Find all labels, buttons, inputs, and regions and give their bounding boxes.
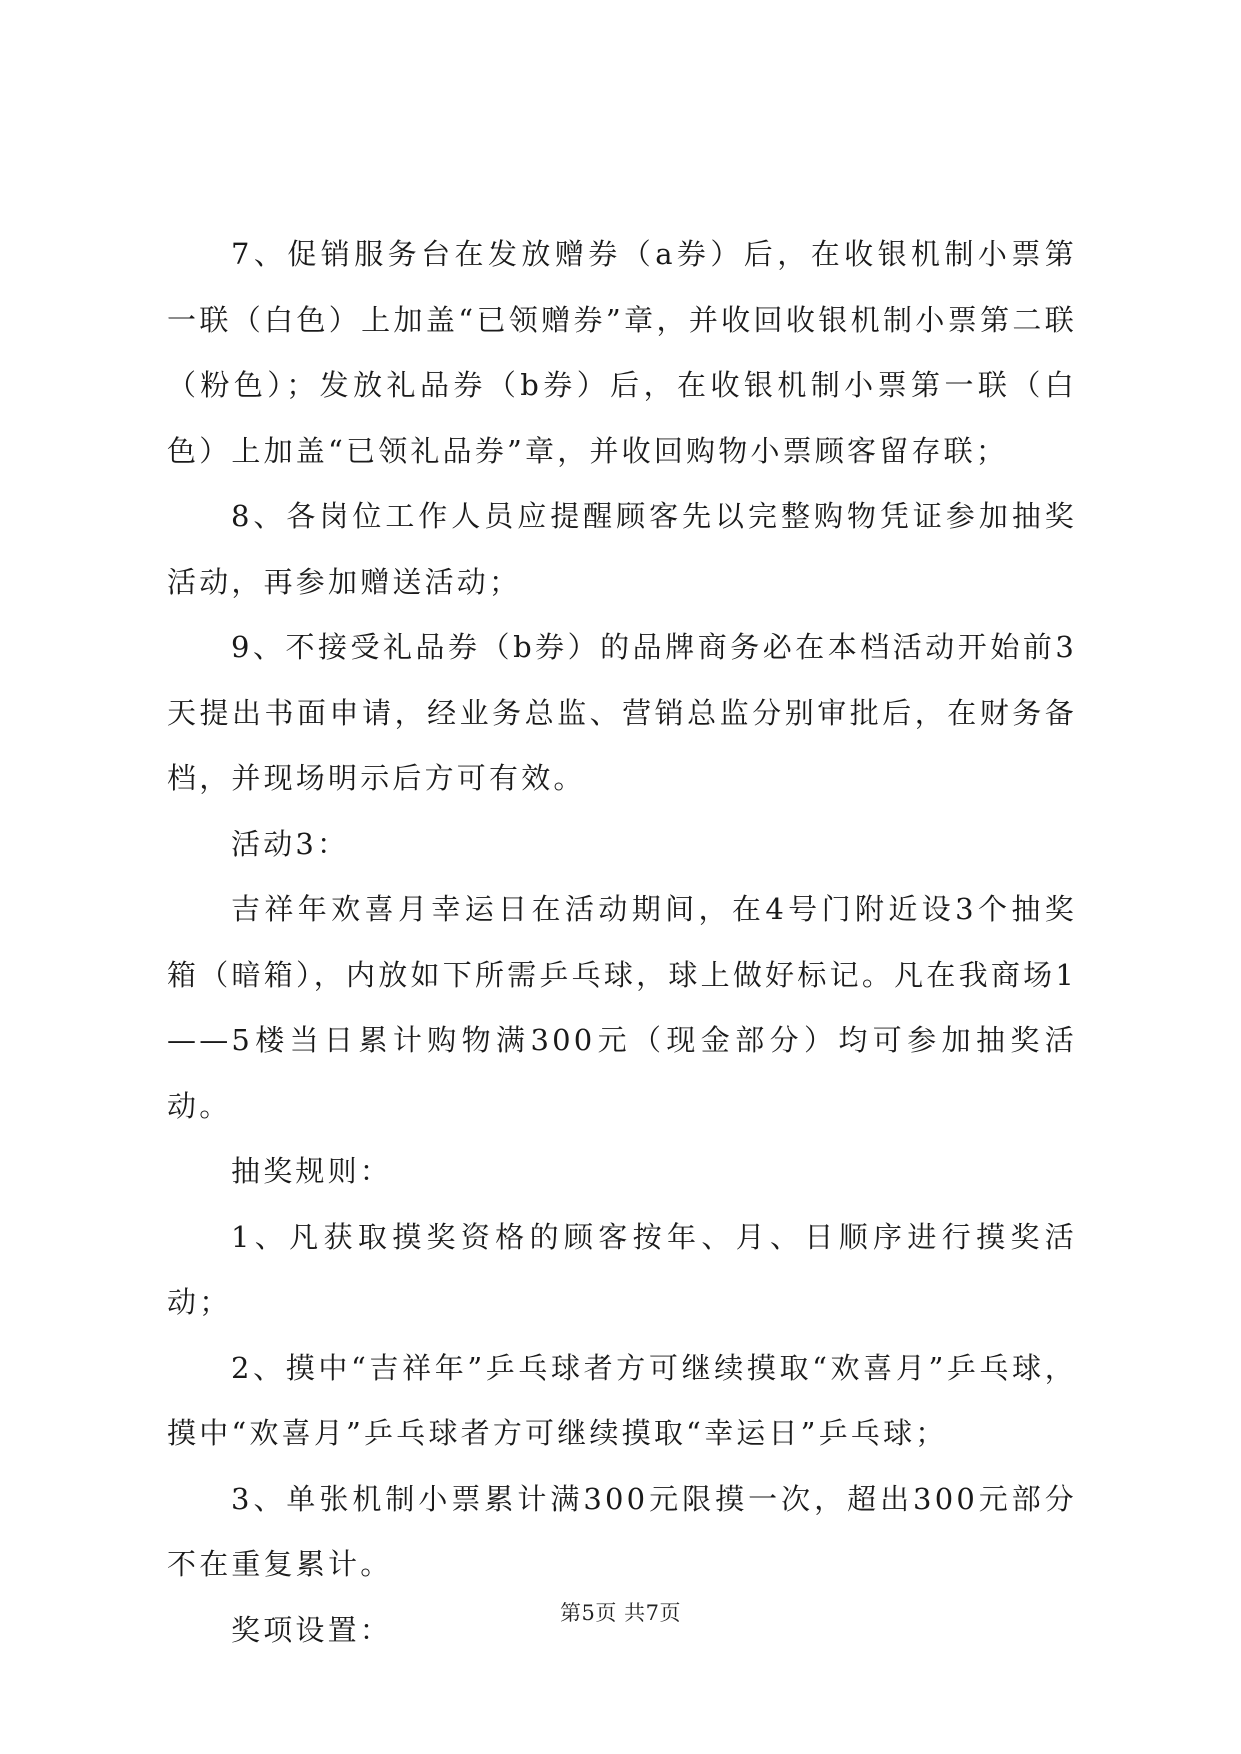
rule-item-3: 3、单张机制小票累计满300元限摸一次，超出300元部分不在重复累计。 (167, 1481, 1077, 1581)
rule-item-1: 1、凡获取摸奖资格的顾客按年、月、日顺序进行摸奖活动； (167, 1219, 1077, 1319)
document-body (167, 222, 1077, 1663)
section-heading-draw-rules: 抽奖规则： (231, 1154, 393, 1188)
paragraph-item-8: 8、各岗位工作人员应提醒顾客先以完整购物凭证参加抽奖活动，再参加赠送活动； (167, 499, 1077, 599)
rule-item-2: 2、摸中“吉祥年”乒乓球者方可继续摸取“欢喜月”乒乓球，摸中“欢喜月”乒乓球者方可继续摸取“幸运日”乒乓球； (167, 1350, 1077, 1450)
paragraph-item-7: 7、促销服务台在发放赠券（a券）后，在收银机制小票第一联（白色）上加盖“已领赠券”章，并收回收银机制小票第二联（粉色）；发放礼品券（b券）后，在收银机制小票第一联（白色）上加盖“已领礼品券”章，并收回购物小票顾客留存联； (167, 237, 1077, 468)
section-heading-activity-3: 活动3： (231, 826, 350, 861)
section-heading-prize-settings: 奖项设置： (231, 1612, 393, 1647)
paragraph-activity-3-description: 吉祥年欢喜月幸运日在活动期间，在4号门附近设3个抽奖箱（暗箱），内放如下所需乒乓球，球上做好标记。凡在我商场1——5楼当日累计购物满300元（现金部分）均可参加抽奖活动。 (167, 892, 1077, 1123)
paragraph-item-9: 9、不接受礼品券（b券）的品牌商务必在本档活动开始前3天提出书面申请，经业务总监、营销总监分别审批后，在财务备档，并现场明示后方可有效。 (167, 630, 1077, 795)
page-footer: 第5页 共7页 (560, 1601, 681, 1625)
